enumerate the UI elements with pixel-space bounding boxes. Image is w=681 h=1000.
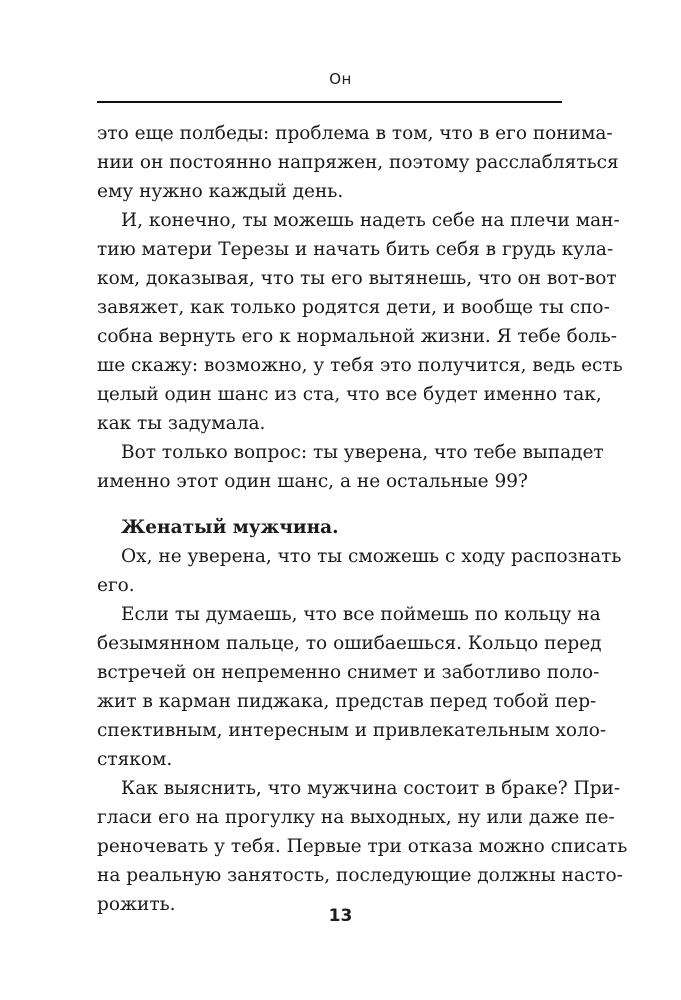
text-line: реночевать у тебя. Первые три отказа можно списать: [97, 836, 628, 857]
text-line: как ты задумала.: [97, 413, 266, 434]
text-line: гласи его на прогулку на выходных, ну или даже пе-: [97, 807, 615, 828]
text-line: ему нужно каждый день.: [97, 181, 344, 202]
running-header: Он: [329, 70, 352, 88]
text-line: Ох, не уверена, что ты сможешь с ходу распознать: [121, 546, 622, 567]
text-line: И, конечно, ты можешь надеть себе на плечи ман-: [121, 210, 620, 231]
text-line: ком, доказывая, что ты его вытянешь, что он вот-вот: [97, 268, 617, 289]
text-line: спективным, интересным и привлекательным холо-: [97, 720, 607, 741]
text-line: жит в карман пиджака, представ перед тобой пер-: [97, 691, 597, 712]
text-line: собна вернуть его к нормальной жизни. Я тебе боль-: [97, 326, 618, 347]
page-number: 13: [328, 906, 353, 926]
text-line: на реальную занятость, последующие должны насто-: [97, 865, 623, 886]
section-gap: [97, 496, 565, 513]
text-line: Если ты думаешь, что все поймешь по кольцу на: [121, 604, 601, 625]
text-line: встречей он непременно снимет и заботливо поло-: [97, 662, 600, 683]
text-line: нии он постоянно напряжен, поэтому расслабляться: [97, 152, 619, 173]
text-line: ше скажу: возможно, у тебя это получится, ведь есть: [97, 355, 623, 376]
text-line: Как выяснить, что мужчина состоит в браке? При-: [121, 778, 621, 799]
text-line: целый один шанс из ста, что все будет именно так,: [97, 384, 602, 405]
text-line: Вот только вопрос: ты уверена, что тебе выпадет: [121, 442, 604, 463]
header-rule: [97, 101, 562, 103]
text-line: его.: [97, 575, 135, 596]
text-line: стяком.: [97, 749, 173, 770]
text-line: именно этот один шанс, а не остальные 99?: [97, 471, 528, 492]
section-heading: Женатый мужчина.: [121, 517, 339, 538]
text-line: это еще полбеды: проблема в том, что в его понима-: [97, 123, 613, 144]
body-text: [97, 119, 628, 919]
text-line: завяжет, как только родятся дети, и вообще ты спо-: [97, 297, 610, 318]
text-line: рожить.: [97, 894, 176, 915]
text-line: тию матери Терезы и начать бить себя в грудь кула-: [97, 239, 614, 260]
text-line: безымянном пальце, то ошибаешься. Кольцо перед: [97, 633, 602, 654]
